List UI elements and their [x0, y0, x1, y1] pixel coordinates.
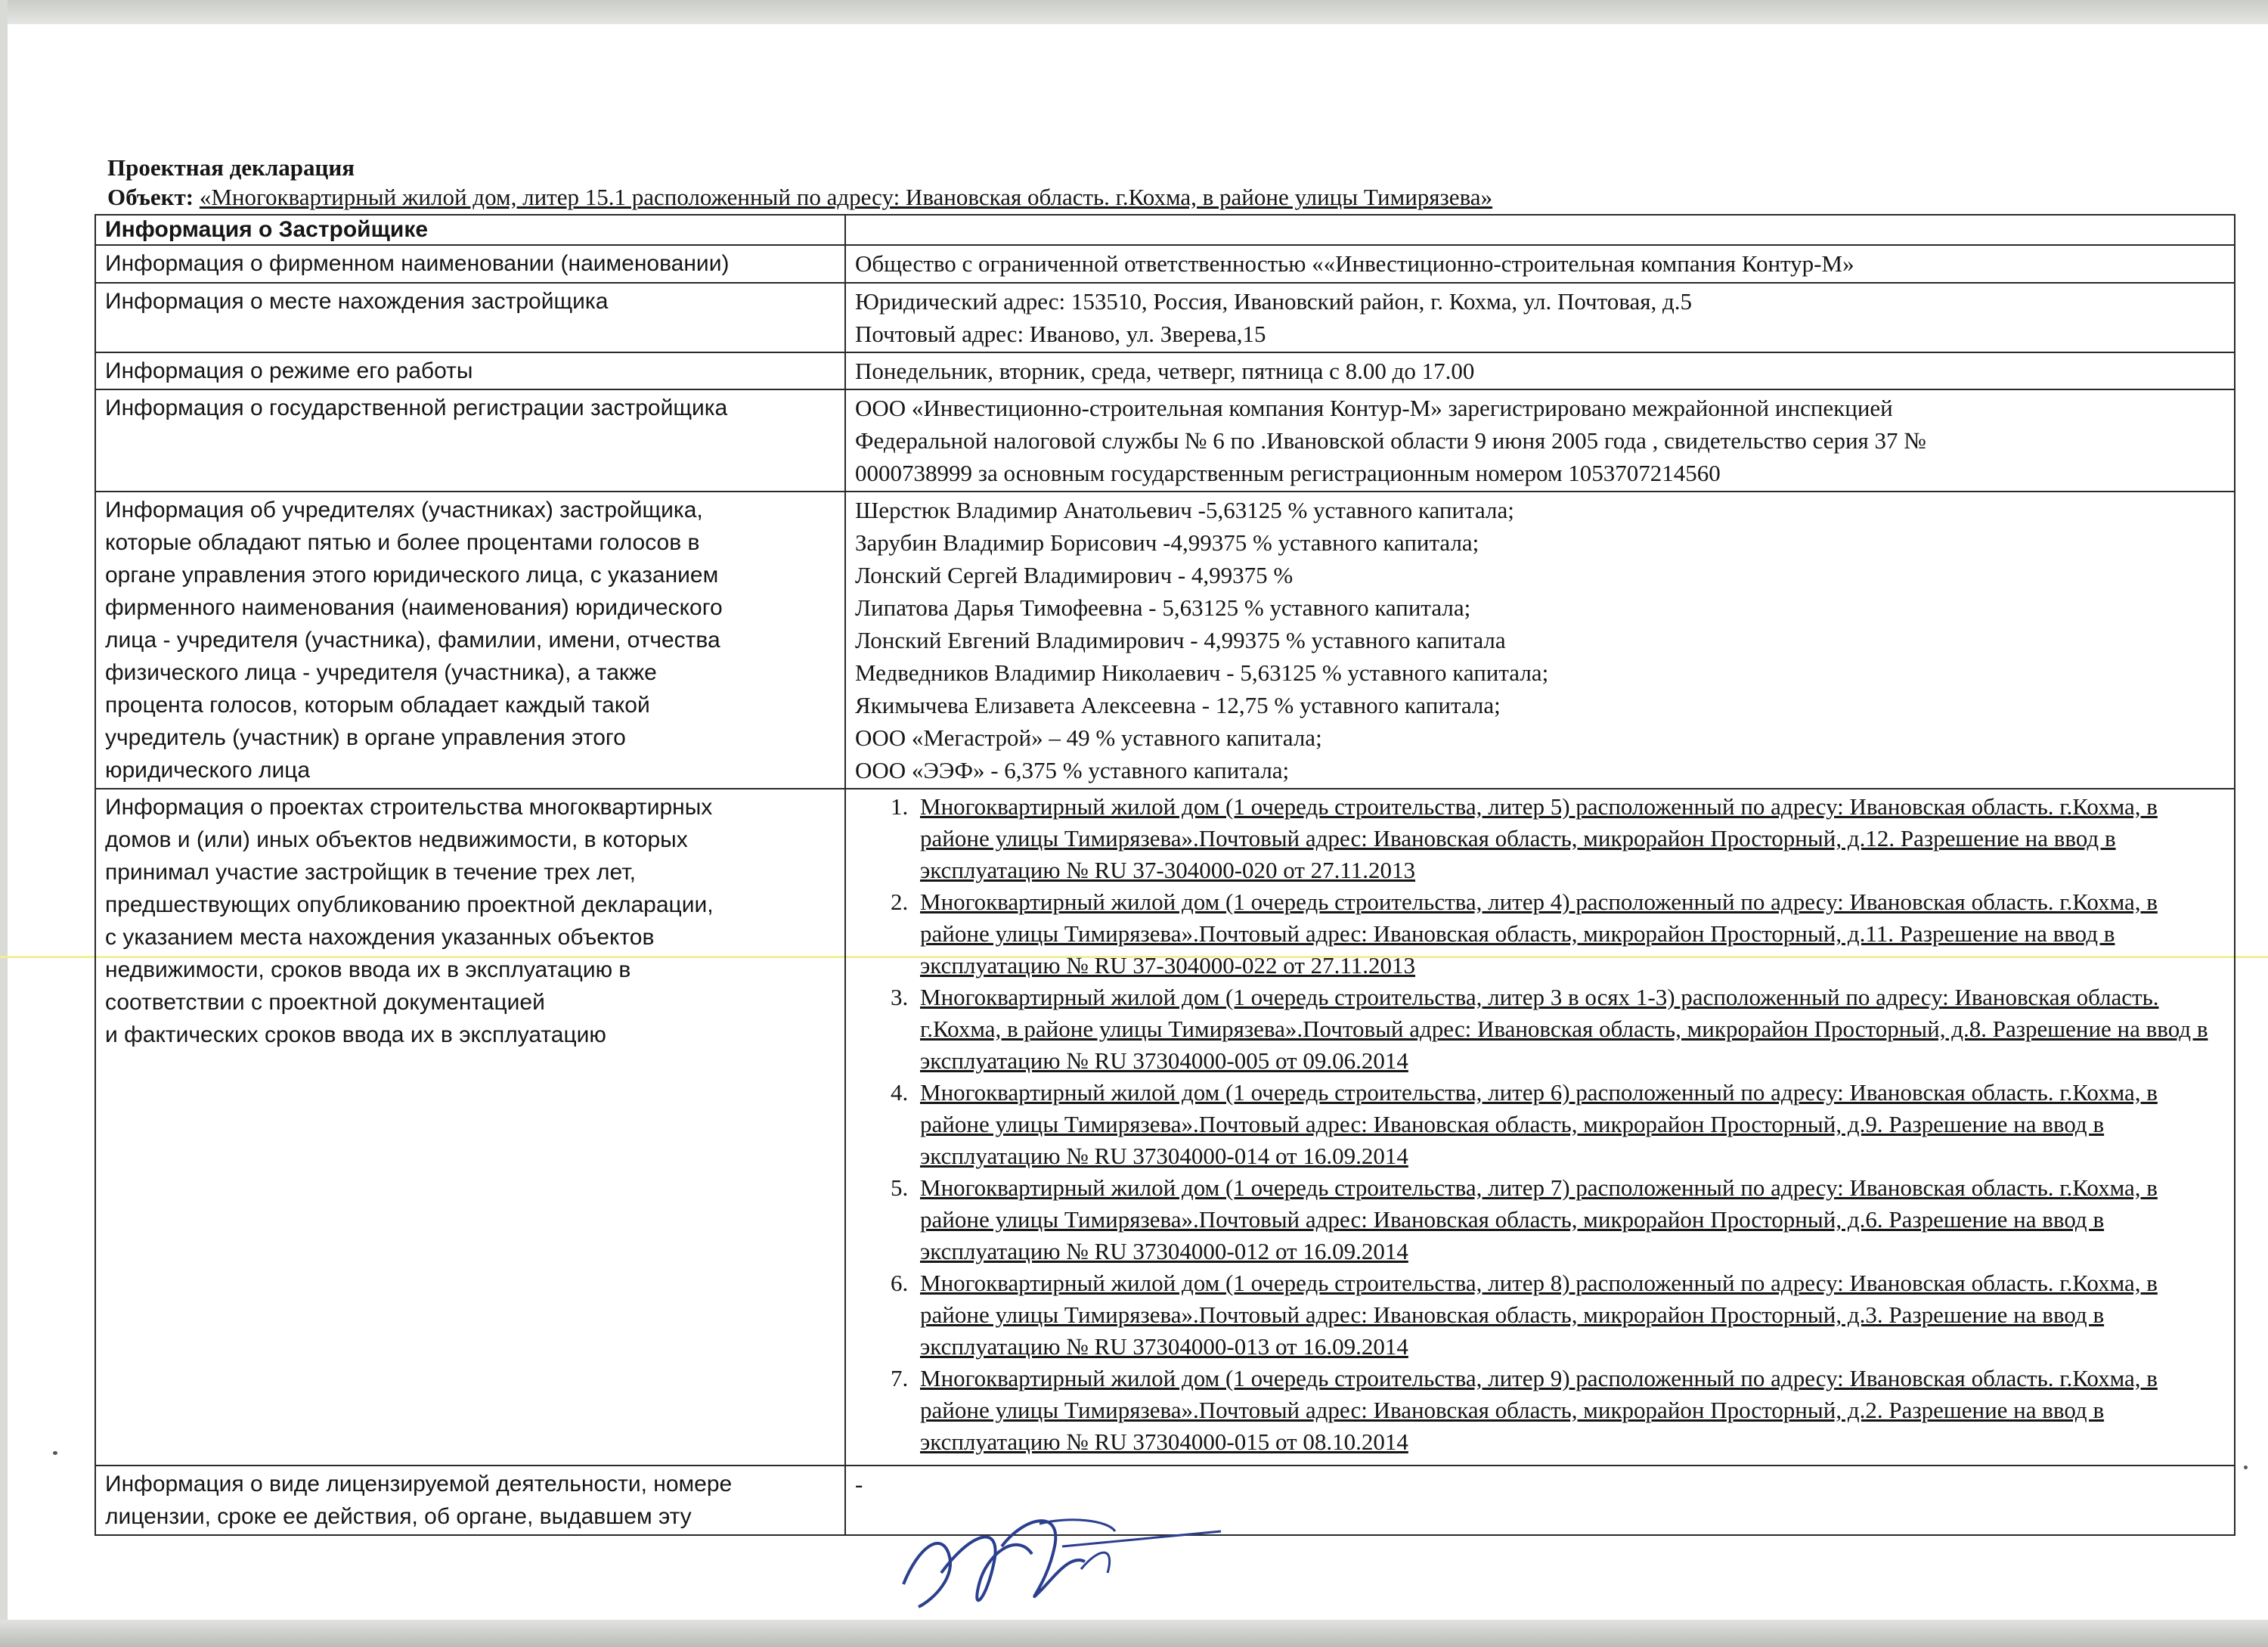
founder-line: ООО «Мегастрой» – 49 % уставного капитала; — [855, 724, 1322, 751]
value-line: - — [855, 1471, 863, 1497]
project-text: Многоквартирный жилой дом (1 очередь строительства, литер 3 в осях 1-3) расположенный по адресу: Ивановская область. г.Кохма, в районе улицы Тимирязева».Почтовый адрес: Ивановская область, микрорайон Просторный, д.8. Разрешение на ввод в эксплуатацию № RU 37304000-005 от 09.06.2014 — [920, 984, 2208, 1074]
founder-line: Зарубин Владимир Борисович -4,99375 % уставного капитала; — [855, 529, 1479, 556]
projects-list — [855, 791, 2225, 1458]
label-line: учредитель (участник) в органе управления этого — [105, 725, 626, 750]
table-row — [95, 245, 2235, 283]
label-line: процента голосов, которым обладает каждый такой — [105, 693, 650, 718]
label-line: физического лица - учредителя (участника), а также — [105, 660, 657, 685]
project-text: Многоквартирный жилой дом (1 очередь строительства, литер 5) расположенный по адресу: Ивановская область. г.Кохма, в районе улицы Тимирязева».Почтовый адрес: Ивановская область, микрорайон Просторный, д.12. Разрешение на ввод в эксплуатацию № RU 37-304000-020 от 27.11.2013 — [920, 793, 2158, 883]
label-line: Информация о виде лицензируемой деятельности, номере — [105, 1472, 733, 1497]
project-item — [914, 791, 2225, 886]
label-line: с указанием места нахождения указанных объектов — [105, 925, 655, 950]
value-line: Общество с ограниченной ответственностью ««Инвестиционно-строительная компания Контур-М» — [855, 250, 1854, 277]
declaration-table — [94, 214, 2235, 1536]
value-line: 0000738999 за основным государственным регистрационным номером 1053707214560 — [855, 460, 1721, 486]
project-text: Многоквартирный жилой дом (1 очередь строительства, литер 9) расположенный по адресу: Ивановская область. г.Кохма, в районе улицы Тимирязева».Почтовый адрес: Ивановская область, микрорайон Просторный, д.2. Разрешение на ввод в эксплуатацию № RU 37304000-015 от 08.10.2014 — [920, 1365, 2158, 1455]
handwritten-signature — [888, 1501, 1236, 1622]
project-item — [914, 1267, 2225, 1363]
value-line: Понедельник, вторник, среда, четверг, пятница с 8.00 до 17.00 — [855, 358, 1475, 384]
project-item — [914, 1172, 2225, 1267]
table-row — [95, 352, 2235, 389]
founder-line: Липатова Дарья Тимофеевна - 5,63125 % уставного капитала; — [855, 594, 1471, 621]
project-item — [914, 886, 2225, 982]
label-line: органе управления этого юридического лица, с указанием — [105, 563, 719, 588]
row-value — [845, 789, 2235, 1466]
label-line: фирменного наименования (наименования) юридического — [105, 595, 723, 620]
row-label: Информация о месте нахождения застройщика — [95, 283, 845, 352]
object-label: Объект: — [107, 184, 194, 210]
table-header-row — [95, 215, 2235, 245]
label-line: Информация о проектах строительства многоквартирных — [105, 795, 713, 820]
table-row — [95, 389, 2235, 492]
scan-edge-bottom — [0, 1620, 2268, 1647]
label-line: принимал участие застройщик в течение трех лет, — [105, 860, 636, 885]
label-line: лицензии, сроке ее действия, об органе, выдавшем эту — [105, 1504, 692, 1529]
label-line: и фактических сроков ввода их в эксплуатацию — [105, 1022, 606, 1047]
label-line: домов и (или) иных объектов недвижимости, в которых — [105, 827, 688, 852]
row-label — [95, 492, 845, 789]
founder-line: Шерстюк Владимир Анатольевич -5,63125 % уставного капитала; — [855, 497, 1514, 523]
label-line: соответствии с проектной документацией — [105, 990, 545, 1015]
value-line: ООО «Инвестиционно-строительная компания Контур-М» зарегистрировано межрайонной инспекцией — [855, 395, 1893, 421]
scan-edge-top — [0, 0, 2268, 24]
row-label: Информация о фирменном наименовании (наименовании) — [95, 245, 845, 283]
row-value — [845, 352, 2235, 389]
row-label: Информация о режиме его работы — [95, 352, 845, 389]
table-row — [95, 283, 2235, 352]
scan-speck — [2244, 1466, 2248, 1469]
scan-edge-left — [0, 0, 8, 1647]
founder-line: ООО «ЭЭФ» - 6,375 % уставного капитала; — [855, 757, 1290, 783]
founder-line: Якимычева Елизавета Алексеевна - 12,75 % уставного капитала; — [855, 692, 1501, 718]
project-item — [914, 1077, 2225, 1172]
founder-line: Лонский Сергей Владимирович - 4,99375 % — [855, 562, 1294, 588]
founder-line: Лонский Евгений Владимирович - 4,99375 % уставного капитала — [855, 627, 1506, 653]
project-text: Многоквартирный жилой дом (1 очередь строительства, литер 6) расположенный по адресу: Ивановская область. г.Кохма, в районе улицы Тимирязева».Почтовый адрес: Ивановская область, микрорайон Просторный, д.9. Разрешение на ввод в эксплуатацию № RU 37304000-014 от 16.09.2014 — [920, 1079, 2158, 1169]
row-label — [95, 1466, 845, 1535]
row-value — [845, 492, 2235, 789]
project-text: Многоквартирный жилой дом (1 очередь строительства, литер 8) расположенный по адресу: Ивановская область. г.Кохма, в районе улицы Тимирязева».Почтовый адрес: Ивановская область, микрорайон Просторный, д.3. Разрешение на ввод в эксплуатацию № RU 37304000-013 от 16.09.2014 — [920, 1270, 2158, 1360]
scan-speck — [53, 1451, 57, 1455]
project-text: Многоквартирный жилой дом (1 очередь строительства, литер 4) расположенный по адресу: Ивановская область. г.Кохма, в районе улицы Тимирязева».Почтовый адрес: Ивановская область, микрорайон Просторный, д.11. Разрешение на ввод в эксплуатацию № RU 37-304000-022 от 27.11.2013 — [920, 889, 2158, 979]
row-value — [845, 245, 2235, 283]
document-title: Проектная декларация — [107, 154, 355, 181]
row-label — [95, 789, 845, 1466]
table-row — [95, 492, 2235, 789]
label-line: юридического лица — [105, 758, 311, 783]
project-item — [914, 982, 2225, 1077]
founder-line: Медведников Владимир Николаевич - 5,63125 % уставного капитала; — [855, 659, 1549, 686]
label-line: которые обладают пятью и более процентами голосов в — [105, 530, 700, 555]
value-line: Федеральной налоговой службы № 6 по .Ивановской области 9 июня 2005 года , свидетельство серия 37 № — [855, 427, 1926, 454]
document-object-line — [107, 185, 1492, 210]
section-header: Информация о Застройщике — [95, 215, 845, 245]
section-header-empty-cell — [845, 215, 2235, 245]
label-line: недвижимости, сроков ввода их в эксплуатацию в — [105, 957, 631, 982]
label-line: предшествующих опубликованию проектной декларации, — [105, 892, 714, 917]
row-value — [845, 389, 2235, 492]
project-item — [914, 1363, 2225, 1458]
value-line: Юридический адрес: 153510, Россия, Ивановский район, г. Кохма, ул. Почтовая, д.5 — [855, 288, 1693, 315]
label-line: Информация об учредителях (участниках) застройщика, — [105, 498, 703, 523]
project-text: Многоквартирный жилой дом (1 очередь строительства, литер 7) расположенный по адресу: Ивановская область. г.Кохма, в районе улицы Тимирязева».Почтовый адрес: Ивановская область, микрорайон Просторный, д.6. Разрешение на ввод в эксплуатацию № RU 37304000-012 от 16.09.2014 — [920, 1174, 2158, 1264]
object-name: «Многоквартирный жилой дом, литер 15.1 расположенный по адресу: Ивановская область. г.Кохма, в районе улицы Тимирязева» — [199, 184, 1493, 210]
value-line: Почтовый адрес: Иваново, ул. Зверева,15 — [855, 321, 1266, 347]
label-line: лица - учредителя (участника), фамилии, имени, отчества — [105, 628, 720, 653]
row-label: Информация о государственной регистрации застройщика — [95, 389, 845, 492]
row-value — [845, 283, 2235, 352]
table-row — [95, 789, 2235, 1466]
